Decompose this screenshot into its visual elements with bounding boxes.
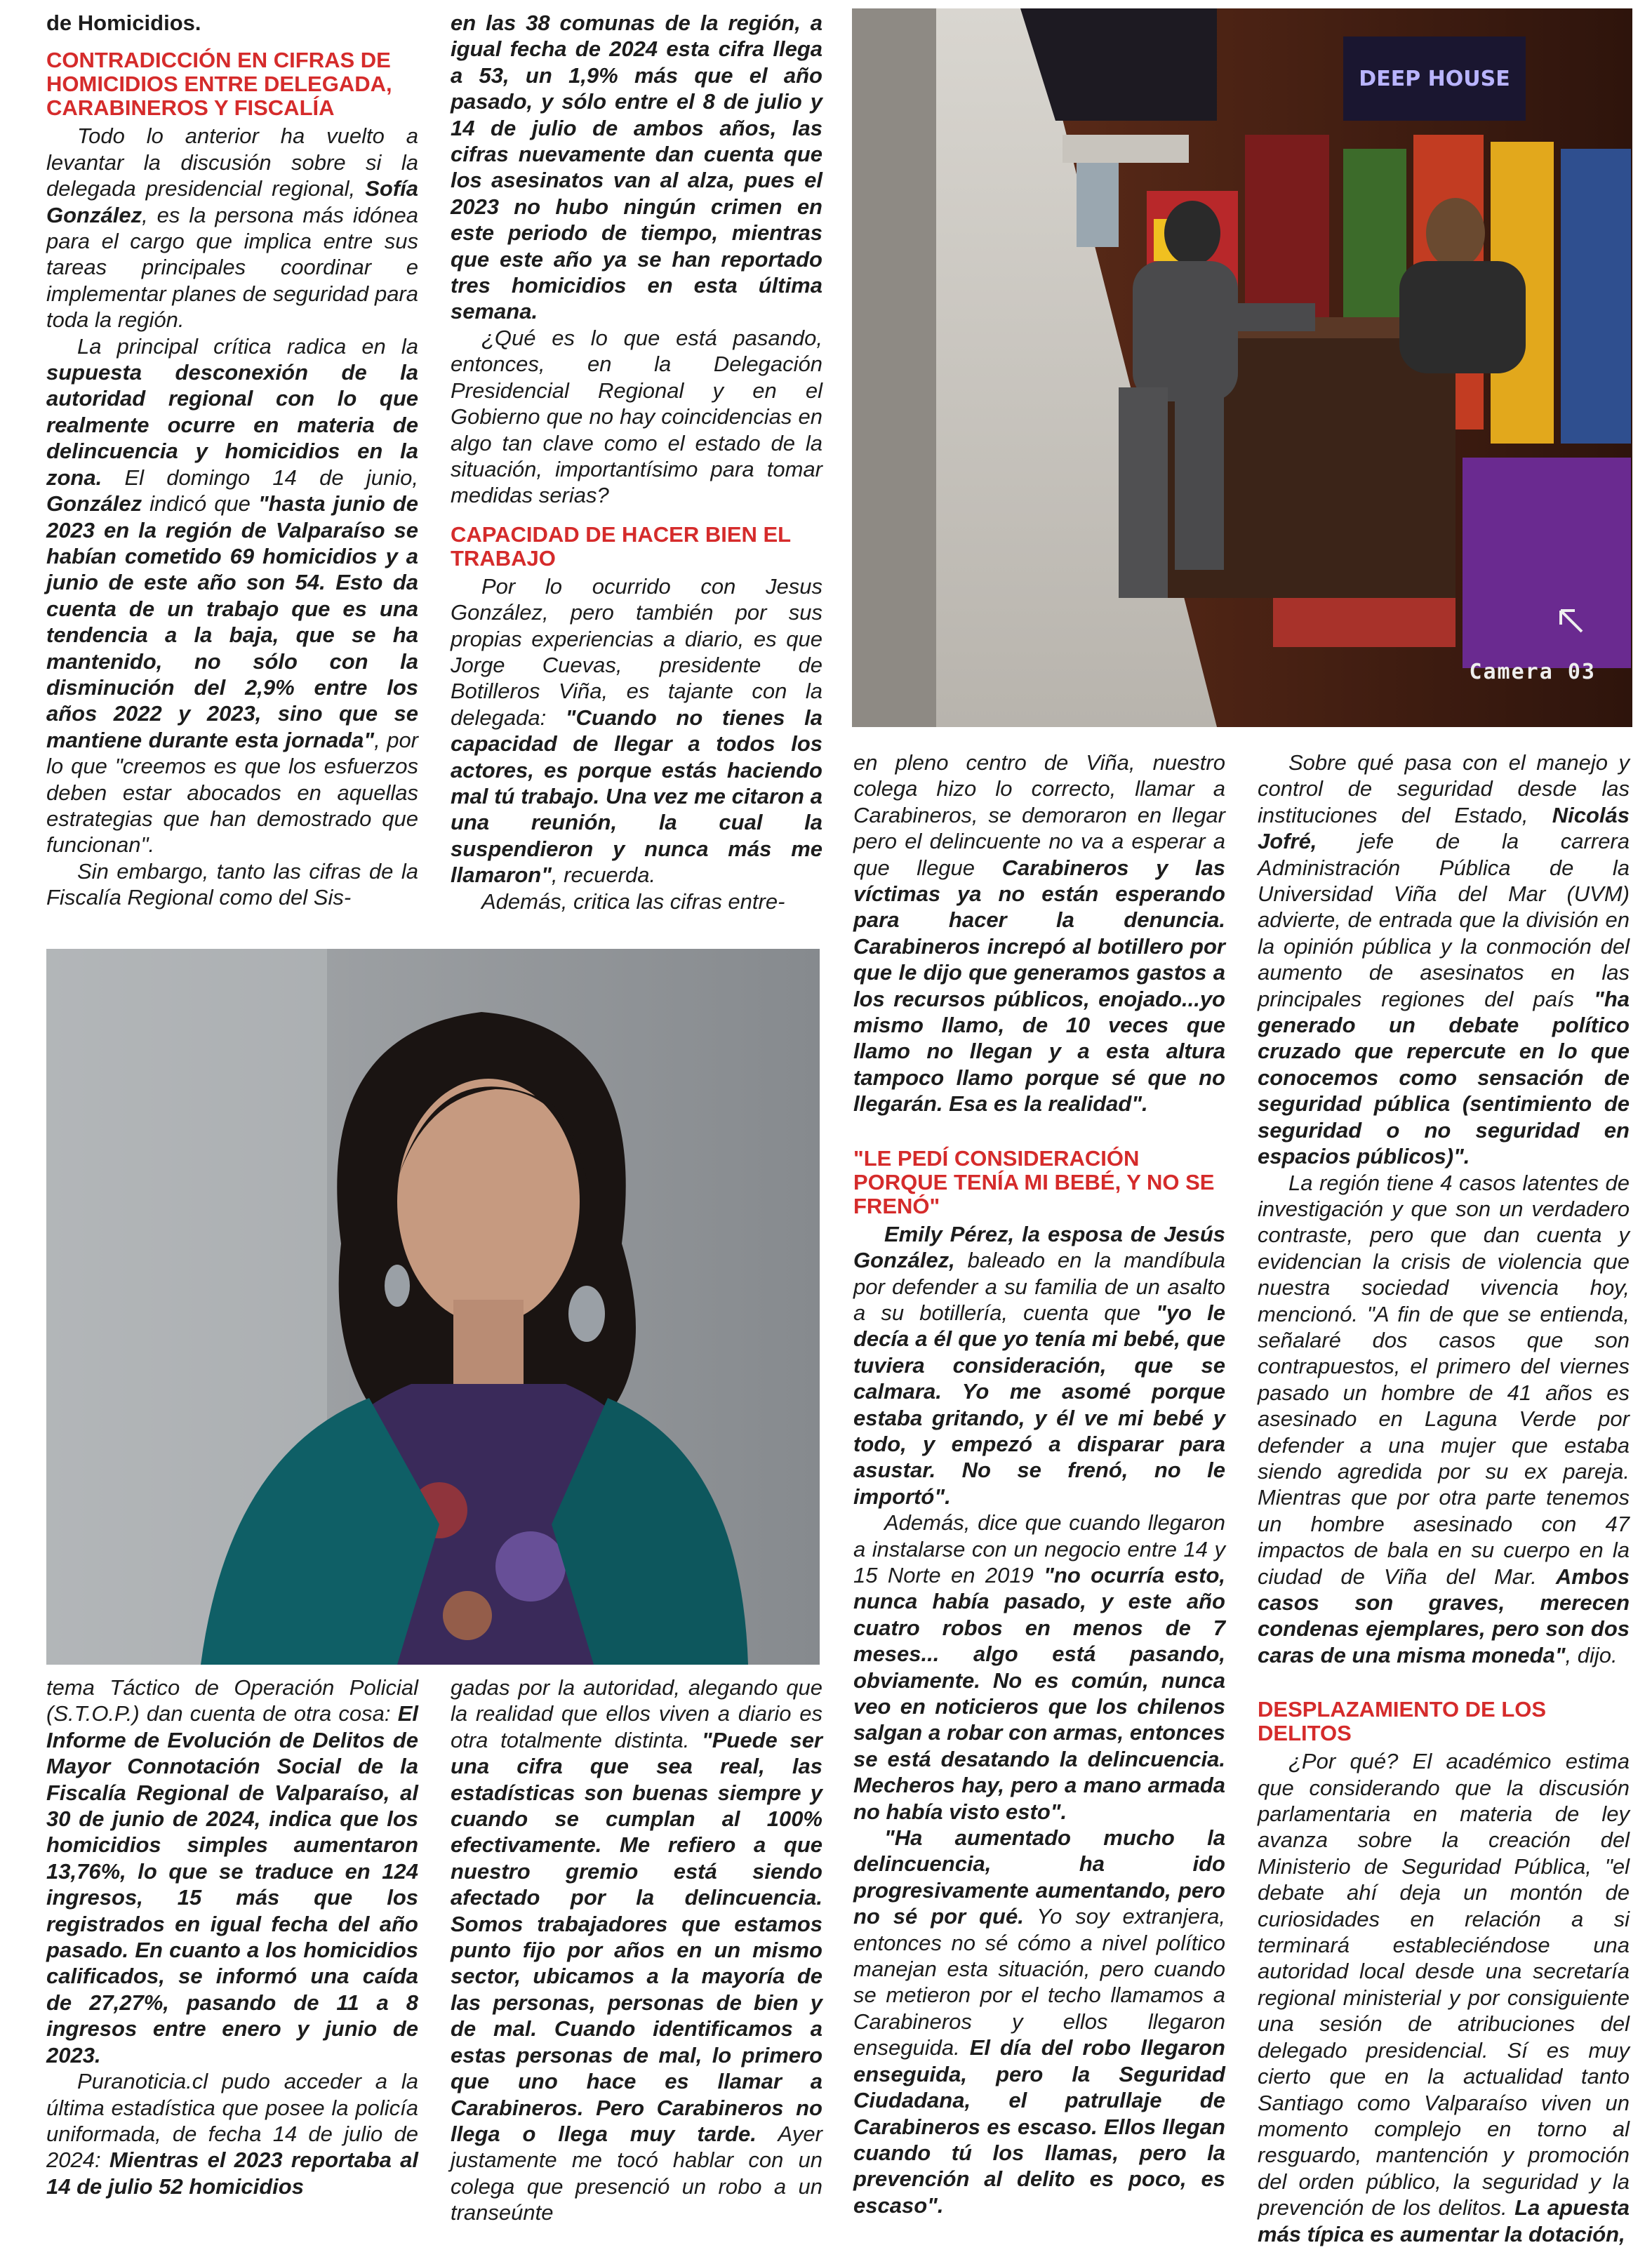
section-heading-contradiccion: CONTRADICCIÓN EN CIFRAS DE HOMICIDIOS ENTRE DELEGADA, CARABINEROS Y FISCALÍA [46, 48, 392, 121]
section-heading-desplazamiento: DESPLAZAMIENTO DE LOS DELITOS [1258, 1697, 1547, 1746]
paragraph: ¿Por qué? El académico estima que considerando que la discusión parlamentaria en materia de ley avanza sobre la creación del Ministerio de Seguridad Pública, "el debate ahí deja un montón de curiosidades en relación a si terminará estableciéndose una autoridad local desde una secretaría regional ministerial y por consiguiente una sesión de atribuciones del delegado presidencial. Sí es muy cierto que en la actualidad tanto Santiago como Valparaíso viven un momento complejo en torno al resguardo, mantención y promoción del orden público, la seguridad y la prevención de los delitos. La apuesta más típica es aumentar la dotación, [1258, 1749, 1630, 2246]
column-1-bottom [46, 1675, 418, 2199]
section-heading-le-pedi: "LE PEDÍ CONSIDERACIÓN PORQUE TENÍA MI BEBÉ, Y NO SE FRENÓ" [853, 1145, 1215, 1218]
section-heading-capacidad: CAPACIDAD DE HACER BIEN EL TRABAJO [451, 521, 791, 571]
portrait-illustration [46, 949, 820, 1665]
paragraph: en las 38 comunas de la región, a igual fecha de 2024 esta cifra llega a 53, un 1,9% más que el año pasado, y sólo entre el 8 de julio y 14 de julio de ambos años, las cifras nuevamente dan cuenta que los asesinatos van al alza, pues el 2023 no hubo ningún crimen en este periodo de tiempo, mientras que este año ya se han reportado tres homicidios en esta última semana. [451, 11, 822, 324]
paragraph: ¿Qué es lo que está pasando, entonces, en la Delegación Presidencial Regional y en el Gobierno que no hay coincidencias en algo tan clave como el estado de la situación, importantísimo para tomar medidas serias? [451, 325, 822, 508]
paragraph: "Ha aumentado mucho la delincuencia, ha ido progresivamente aumentando, pero no sé por qué. Yo soy extranjera, entonces no sé cómo a nivel político manejan esta situación, pero cuando se metieron por el techo llamamos a Carabineros y ellos llegaron enseguida. El día del robo llegaron enseguida, pero la Seguridad Ciudadana, el patrullaje de Carabineros es escaso. Ellos llegan cuando tú los llamas, pero la prevención al delito es poco, es escaso". [853, 1825, 1225, 2218]
column-2-top [451, 10, 822, 914]
delegada-portrait-photo [46, 949, 820, 1665]
store-robbery-illustration [852, 8, 1632, 727]
earring-left [385, 1265, 410, 1307]
paragraph: La región tiene 4 casos latentes de investigación y que son un verdadero contraste, pero que dan cuenta y evidencian la crisis de violencia que nuestra sociedad vivencia hoy, mencionó. "A fin de que se entienda, señalaré dos casos que son contrapuestos, el primero del viernes pasado un hombre de 41 años es asesinado en Laguna Verde por defender a una mujer que estaba siendo agredida por su ex pareja. Mientras que por otra parte tenemos un hombre asesinado con 47 impactos de bala en su cuerpo en la ciudad de Viña del Mar. Ambos casos son graves, merecen condenas ejemplares, pero son dos caras de una misma moneda", dijo. [1258, 1170, 1630, 1667]
paragraph: Todo lo anterior ha vuelto a levantar la discusión sobre si la delegada presidencial regional, Sofía González, es la persona más idónea para el cargo que implica entre sus tareas principales coordinar e implementar planes de seguridad para toda la región. [46, 124, 418, 333]
paragraph: gadas por la autoridad, alegando que la realidad que ellos viven a diario es otra totalmente distinta. "Puede ser una cifra que sea real, las estadísticas son buenas siempre y cuando se cumplan al 100% efectivamente. Me refiero a que nuestro gremio está siendo afectado por la delincuencia. Somos trabajadores que estamos punto fijo por años en un mismo sector, ubicamos a la mayoría de las personas, personas de bien y de mal. Cuando identificamos a estas personas de mal, lo primero que uno hace es llamar a Carabineros. Pero Carabineros no llega o llega muy tarde. Ayer justamente me tocó hablar con un colega que presenció un robo a un transeúnte [451, 1675, 822, 2225]
paragraph: Además, dice que cuando llegaron a instalarse con un negocio entre 14 y 15 Norte en 2019 "no ocurría esto, nunca había pasado, y este año cuatro robos en menos de 7 meses... algo está pasando, obviamente. No es común, nunca veo en noticieros que los chilenos salgan a robar con armas, entonces se está desatando la delincuencia. Mecheros hay, pero a mano armada no había visto esto". [853, 1510, 1225, 1824]
store-robbery-photo [852, 8, 1632, 727]
column-1-top [46, 10, 418, 911]
paragraph: Además, critica las cifras entre- [481, 888, 785, 914]
earring-right [568, 1286, 605, 1342]
paragraph: Emily Pérez, la esposa de Jesús González, baleado en la mandíbula por defender a su familia de un asalto a su botillería, cuenta que "yo le decía a él que yo tenía mi bebé, que tuviera consideración, que se calmara. Yo me asomé porque estaba gritando, y él ve mi bebé y todo, y empezó a disparar para asustar. No se frenó, no le importó". [853, 1221, 1225, 1509]
paragraph: tema Táctico de Operación Policial (S.T.O.P.) dan cuenta de otra cosa: El Informe de Evolución de Delitos de Mayor Connotación Social de la Fiscalía Regional de Valparaíso, al 30 de junio de 2024, indica que los homicidios simples aumentaron 13,76%, lo que se traduce en 124 ingresos, 15 más que los registrados en igual fecha del año pasado. En cuanto a los homicidios calificados, se informó una caída de 27,27%, pasando de 11 a 8 ingresos entre enero y junio de 2023. [46, 1675, 418, 2068]
paragraph: Puranoticia.cl pudo acceder a la última estadística que posee la policía uniformada, de fecha 14 de julio de 2024: Mientras el 2023 reportaba al 14 de julio 52 homicidios [46, 2069, 418, 2199]
column-2-bottom [451, 1675, 822, 2226]
paragraph: La principal crítica radica en la supuesta desconexión de la autoridad regional con lo que realmente ocurre en materia de delincuencia y homicidios en la zona. El domingo 14 de junio, González indicó que "hasta junio de 2023 en la región de Valparaíso se habían cometido 69 homicidios y a junio de este año son 54. Esto da cuenta de un trabajo que es una tendencia a la baja, que se ha mantenido, no sólo con la disminución del 2,9% entre los años 2022 y 2023, sino que se mantiene durante esta jornada", por lo que "creemos es que los esfuerzos deben estar abocados en aquellas estrategias que han demostrado que funcionan". [46, 333, 419, 858]
camera-label: Camera 03 [1469, 660, 1596, 684]
paragraph: en pleno centro de Viña, nuestro colega hizo lo correcto, llamar a Carabineros, se demoraron en llegar pero el delincuente no va a esperar a que llegue Carabineros y las víctimas ya no están esperando para hacer la denuncia. Carabineros increpó al botillero por que le dijo que generamos gastos a los recursos públicos, enojado...yo mismo llamo, de 10 veces que llamo no llegan y a esta altura tampoco llamo porque sé que no llegarán. Esa es la realidad". [853, 750, 1225, 1117]
paragraph: Sobre qué pasa con el manejo y control de seguridad desde las instituciones del Estado, Nicolás Jofré, jefe de la carrera Administración Pública de la Universidad Viña del Mar (UVM) advierte, de entrada que la división en la opinión pública y la conmoción del aumento de asesinatos en las principales regiones del país "ha generado un debate político cruzado que repercute en lo que conocemos como sensación de seguridad pública (sentimiento de seguridad o no seguridad en espacios públicos)". [1258, 750, 1630, 1169]
column-4 [1258, 750, 1630, 2247]
lead-fragment: de Homicidios. [46, 11, 201, 35]
column-3 [853, 750, 1225, 2218]
paragraph: Por lo ocurrido con Jesus González, pero también por sus propias experiencias a diario, es que Jorge Cuevas, presidente de Botilleros Viña, es tajante con la delegada: "Cuando no tienes la capacidad de llegar a todos los actores, es porque estás haciendo mal tú trabajo. Una vez me citaron a una reunión, la cual la suspendieron y nunca más me llamaron", recuerda. [451, 573, 822, 888]
paragraph: Sin embargo, tanto las cifras de la Fiscalía Regional como del Sis- [46, 858, 418, 910]
store-sign-text: DEEP HOUSE [1359, 67, 1510, 91]
